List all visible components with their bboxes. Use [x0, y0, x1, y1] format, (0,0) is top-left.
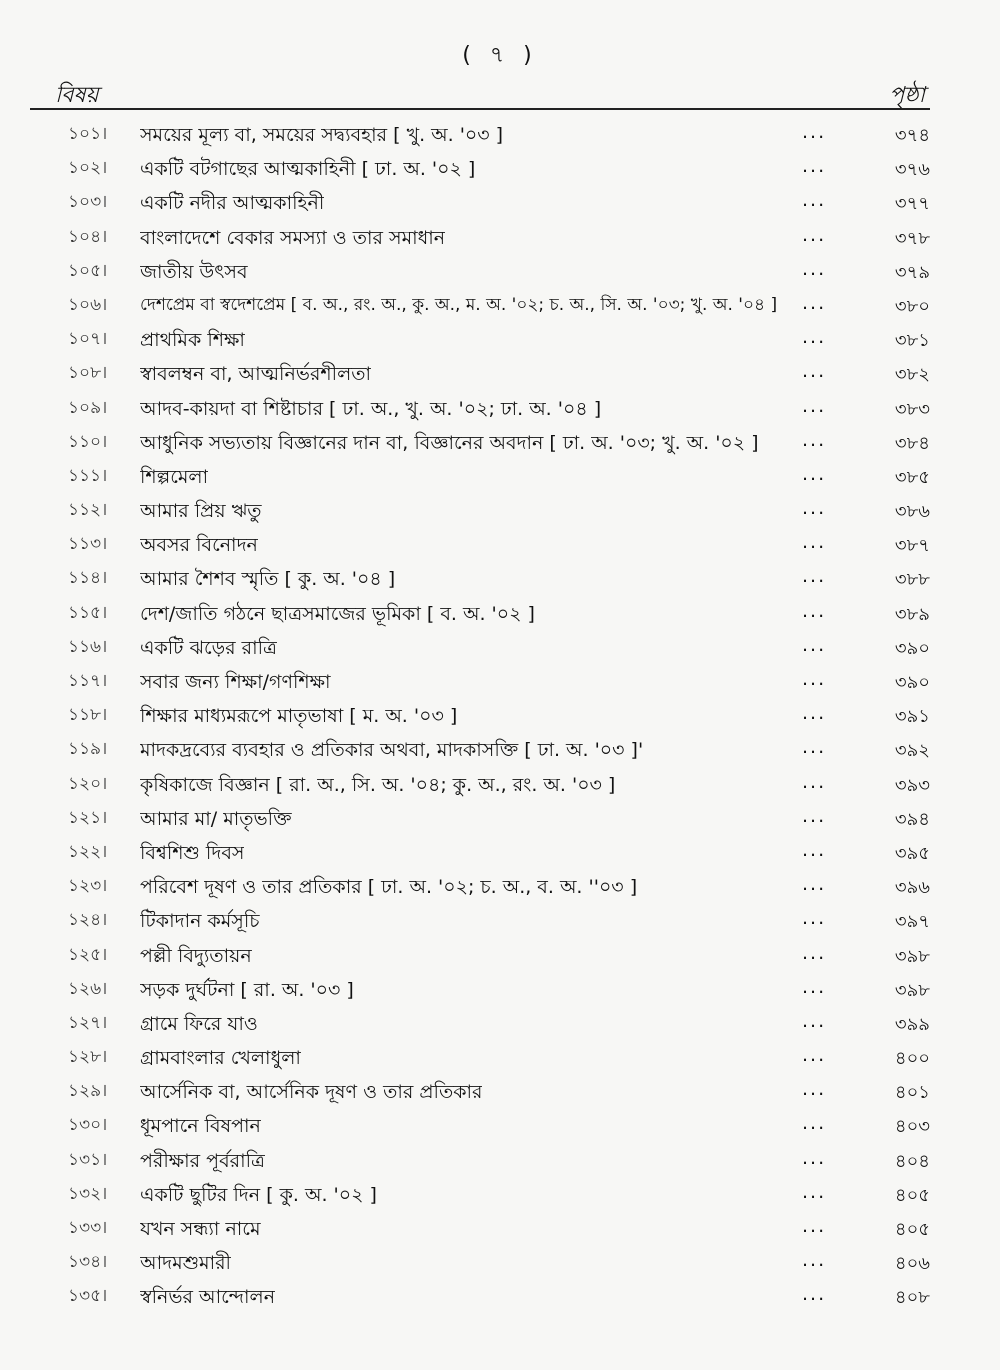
entry-number: ১১৬। [68, 636, 108, 657]
page-column-heading: পৃষ্ঠা [889, 83, 925, 108]
leader-dots: ... [802, 531, 827, 554]
entry-title: একটি ঝড়ের রাত্রি [140, 636, 277, 659]
toc-entry [0, 1074, 1000, 1108]
entry-page: ৪০৪ [894, 1150, 930, 1172]
entry-page: ৪০৮ [894, 1287, 930, 1309]
entry-title: আমার শৈশব স্মৃতি [ কু. অ. '০৪ ] [140, 568, 396, 591]
entry-page: ৩৯৩ [894, 774, 930, 796]
toc-entry [0, 117, 1000, 151]
entry-number: ১২২। [68, 841, 108, 862]
entry-number: ১১৮। [68, 705, 108, 726]
entry-number: ১০৩। [68, 192, 108, 213]
entry-page: ৩৮৮ [894, 569, 930, 591]
toc-list [0, 117, 1000, 1314]
entry-page: ৩৮৭ [894, 535, 930, 557]
entry-number: ১২৮। [68, 1047, 108, 1068]
leader-dots: ... [802, 1078, 827, 1101]
entry-page: ৩৮২ [894, 364, 930, 386]
toc-entry [0, 1006, 1000, 1040]
entry-number: ১৩১। [68, 1149, 108, 1170]
entry-page: ৩৮৩ [894, 398, 930, 420]
entry-title: আদব-কায়দা বা শিষ্টাচার [ ঢা. অ., খু. অ. '০২; ঢা. অ. '০৪ ] [140, 397, 602, 420]
toc-entry [0, 630, 1000, 664]
toc-entry [0, 459, 1000, 493]
toc-entry [0, 1211, 1000, 1245]
leader-dots: ... [802, 633, 827, 656]
toc-entry [0, 664, 1000, 698]
toc-entry [0, 493, 1000, 527]
toc-entry [0, 835, 1000, 869]
entry-page: ৩৯৮ [894, 945, 930, 967]
entry-page: ৩৭৭ [894, 193, 930, 215]
leader-dots: ... [802, 941, 827, 964]
leader-dots: ... [802, 121, 827, 143]
entry-number: ১২৭। [68, 1012, 108, 1033]
entry-title: পল্লী বিদ্যুতায়ন [140, 944, 252, 967]
toc-entry [0, 561, 1000, 595]
entry-number: ১৩৫। [68, 1286, 108, 1307]
entry-title: বাংলাদেশে বেকার সমস্যা ও তার সমাধান [140, 226, 446, 249]
leader-dots: ... [802, 702, 827, 725]
leader-dots: ... [802, 873, 827, 896]
entry-title: স্বাবলম্বন বা, আত্মনির্ভরশীলতা [140, 363, 371, 386]
entry-title: সবার জন্য শিক্ষা/গণশিক্ষা [140, 671, 331, 693]
entry-page: ৩৯৯ [894, 1013, 930, 1035]
entry-title: সময়ের মূল্য বা, সময়ের সদ্ব্যবহার [ খু. অ. '০৩ ] [140, 124, 504, 146]
entry-page: ৪০৫ [894, 1219, 930, 1240]
leader-dots: ... [802, 1249, 827, 1272]
entry-number: ১২০। [68, 773, 108, 794]
leader-dots: ... [802, 291, 827, 314]
entry-page: ৪০৩ [894, 1116, 930, 1138]
entry-title: দেশপ্রেম বা স্বদেশপ্রেম [ ব. অ., রং. অ., কু. অ., ম. অ. '০২; চ. অ., সি. অ. '০৩; খু. অ. '০৪ ] [140, 294, 778, 315]
entry-page: ৩৮০ [894, 295, 930, 317]
toc-entry [0, 1108, 1000, 1142]
entry-page: ৩৯৪ [894, 808, 930, 830]
toc-entry [0, 1279, 1000, 1313]
entry-title: একটি ছুটির দিন [ কু. অ. '০২ ] [140, 1183, 377, 1206]
entry-number: ১৩০। [68, 1115, 108, 1136]
entry-title: প্রাথমিক শিক্ষা [140, 329, 245, 352]
entry-title: পরিবেশ দূষণ ও তার প্রতিকার [ ঢা. অ. '০২; চ. অ., ব. অ. ''০৩ ] [140, 876, 638, 899]
entry-title: মাদকদ্রব্যের ব্যবহার ও প্রতিকার অথবা, মাদকাসক্তি [ ঢা. অ. '০৩ ]' [140, 739, 644, 762]
leader-dots: ... [802, 394, 827, 417]
entry-number: ১০৮। [68, 363, 108, 384]
entry-page: ৩৮৫ [894, 466, 930, 488]
toc-entry [0, 185, 1000, 219]
entry-title: পরীক্ষার পূর্বরাত্রি [140, 1149, 266, 1172]
toc-entry [0, 698, 1000, 732]
entry-title: জাতীয় উৎসব [140, 260, 248, 283]
entry-page: ৩৮৪ [894, 432, 930, 454]
toc-entry [0, 356, 1000, 390]
entry-page: ৩৯৮ [894, 979, 930, 1001]
leader-dots: ... [802, 1180, 827, 1203]
toc-entry [0, 869, 1000, 903]
leader-dots: ... [802, 668, 827, 690]
entry-page: ৩৭৪ [894, 125, 930, 146]
leader-dots: ... [802, 599, 827, 622]
entry-page: ৩৭৮ [894, 227, 930, 249]
entry-title: আধুনিক সভ্যতায় বিজ্ঞানের দান বা, বিজ্ঞানের অবদান [ ঢা. অ. '০৩; খু. অ. '০২ ] [140, 431, 759, 454]
entry-page: ৩৮১ [894, 330, 930, 352]
entry-title: কৃষিকাজে বিজ্ঞান [ রা. অ., সি. অ. '০৪; কু. অ., রং. অ. '০৩ ] [140, 773, 616, 796]
entry-title: সড়ক দুর্ঘটনা [ রা. অ. '০৩ ] [140, 978, 354, 1001]
entry-number: ১১৩। [68, 534, 108, 555]
entry-page: ৩৭৬ [894, 159, 930, 181]
leader-dots: ... [802, 326, 827, 349]
leader-dots: ... [802, 975, 827, 998]
entry-number: ১৩৩। [68, 1218, 108, 1238]
toc-header [45, 78, 925, 108]
entry-page: ৩৮৯ [894, 603, 930, 625]
entry-number: ১১০। [68, 431, 108, 452]
entry-title: দেশ/জাতি গঠনে ছাত্রসমাজের ভূমিকা [ ব. অ. '০২ ] [140, 602, 535, 625]
entry-title: যখন সন্ধ্যা নামে [140, 1218, 261, 1240]
entry-number: ১৩৪। [68, 1252, 108, 1273]
entry-page: ৪০১ [894, 1082, 930, 1104]
entry-number: ১২৪। [68, 910, 108, 931]
toc-entry [0, 972, 1000, 1006]
toc-entry [0, 732, 1000, 766]
leader-dots: ... [802, 155, 827, 178]
leader-dots: ... [802, 838, 827, 861]
leader-dots: ... [802, 1112, 827, 1135]
entry-title: আদমশুমারী [140, 1252, 231, 1275]
leader-dots: ... [802, 1146, 827, 1169]
toc-entry [0, 151, 1000, 185]
leader-dots: ... [802, 428, 827, 451]
leader-dots: ... [802, 360, 827, 383]
entry-title: অবসর বিনোদন [140, 534, 258, 557]
toc-entry [0, 1143, 1000, 1177]
entry-number: ১১৯। [68, 739, 108, 760]
entry-title: বিশ্বশিশু দিবস [140, 841, 245, 864]
entry-title: আমার মা/ মাতৃভক্তি [140, 807, 292, 830]
entry-number: ১১৫। [68, 602, 108, 623]
entry-title: শিল্পমেলা [140, 465, 209, 488]
entry-page: ৩৯২ [894, 740, 930, 762]
leader-dots: ... [802, 497, 827, 520]
entry-number: ১২৫। [68, 944, 108, 965]
header-rule [30, 108, 930, 110]
entry-page: ৩৯০ [894, 672, 930, 693]
entry-number: ১২৯। [68, 1081, 108, 1102]
entry-number: ১০৬। [68, 294, 108, 315]
leader-dots: ... [802, 1044, 827, 1067]
toc-entry [0, 1245, 1000, 1279]
leader-dots: ... [802, 770, 827, 793]
toc-entry [0, 322, 1000, 356]
toc-entry [0, 1040, 1000, 1074]
entry-page: ৩৯১ [894, 706, 930, 728]
entry-number: ১১২। [68, 500, 108, 521]
entry-number: ১১৭। [68, 671, 108, 691]
leader-dots: ... [802, 1009, 827, 1032]
toc-entry [0, 767, 1000, 801]
leader-dots: ... [802, 1215, 827, 1237]
entry-number: ১১১। [68, 465, 108, 486]
leader-dots: ... [802, 1283, 827, 1306]
entry-page: ৩৮৬ [894, 501, 930, 523]
entry-number: ১০৯। [68, 397, 108, 418]
entry-number: ১২৩। [68, 876, 108, 897]
leader-dots: ... [802, 257, 827, 280]
subject-column-heading: বিষয় [55, 83, 99, 108]
entry-title: গ্রামবাংলার খেলাধুলা [140, 1047, 301, 1070]
entry-number: ১২১। [68, 807, 108, 828]
leader-dots: ... [802, 907, 827, 930]
toc-entry [0, 1177, 1000, 1211]
entry-title: ধূমপানে বিষপান [140, 1115, 261, 1138]
toc-entry [0, 903, 1000, 937]
entry-title: আর্সেনিক বা, আর্সেনিক দূষণ ও তার প্রতিকার [140, 1081, 483, 1104]
entry-page: ৩৯৭ [894, 911, 930, 933]
toc-entry [0, 527, 1000, 561]
leader-dots: ... [802, 565, 827, 588]
entry-page: ৪০৫ [894, 1184, 930, 1206]
toc-entry [0, 801, 1000, 835]
leader-dots: ... [802, 462, 827, 485]
entry-title: একটি বটগাছের আত্মকাহিনী [ ঢা. অ. '০২ ] [140, 158, 476, 181]
entry-number: ১০২। [68, 158, 108, 179]
entry-page: ৩৭৯ [894, 261, 930, 283]
entry-number: ১০৭। [68, 329, 108, 350]
entry-page: ৪০০ [894, 1048, 930, 1070]
toc-entry [0, 938, 1000, 972]
entry-number: ১৩২। [68, 1183, 108, 1204]
entry-page: ৩৯০ [894, 637, 930, 659]
leader-dots: ... [802, 223, 827, 246]
leader-dots: ... [802, 189, 827, 212]
toc-entry [0, 288, 1000, 322]
entry-page: ৩৯৫ [894, 842, 930, 864]
entry-title: স্বনির্ভর আন্দোলন [140, 1286, 276, 1309]
entry-title: আমার প্রিয় ঋতু [140, 500, 262, 523]
entry-title: একটি নদীর আত্মকাহিনী [140, 192, 325, 215]
entry-title: গ্রামে ফিরে যাও [140, 1012, 258, 1035]
toc-entry [0, 254, 1000, 288]
entry-number: ১০১। [68, 124, 108, 144]
toc-entry [0, 220, 1000, 254]
leader-dots: ... [802, 736, 827, 759]
toc-entry [0, 425, 1000, 459]
entry-number: ১০৪। [68, 226, 108, 247]
entry-title: শিক্ষার মাধ্যমরূপে মাতৃভাষা [ ম. অ. '০৩ ] [140, 705, 458, 728]
leader-dots: ... [802, 804, 827, 827]
entry-number: ১২৬। [68, 978, 108, 999]
toc-entry [0, 391, 1000, 425]
entry-title: টিকাদান কর্মসূচি [140, 910, 260, 933]
entry-number: ১০৫। [68, 260, 108, 281]
entry-page: ৩৯৬ [894, 877, 930, 899]
page-number: ( ৭ ) [462, 43, 538, 68]
entry-number: ১১৪। [68, 568, 108, 589]
toc-entry [0, 596, 1000, 630]
entry-page: ৪০৬ [894, 1253, 930, 1275]
